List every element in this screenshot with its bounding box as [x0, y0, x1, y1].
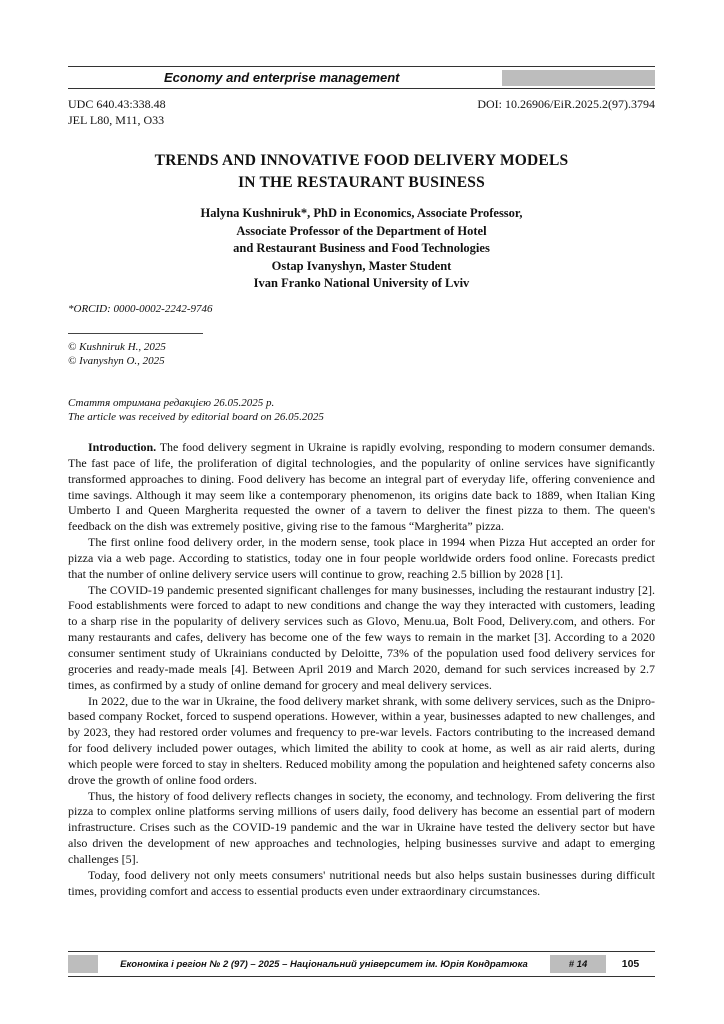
orcid: *ORCID: 0000-0002-2242-9746	[68, 303, 213, 315]
jel-code: JEL L80, M11, O33	[68, 113, 165, 127]
header-gray-block	[502, 70, 655, 86]
document-page	[68, 0, 655, 1024]
article-title	[68, 150, 655, 194]
author-line: Ostap Ivanyshyn, Master Student	[271, 258, 452, 273]
author-affiliation: Ivan Franko National University of Lviv	[253, 276, 470, 290]
paragraph: In 2022, due to the war in Ukraine, the food delivery market shrank, with some delivery services, such as the Dnipro-based company Rocket, forced to suspend operations. However, within a year, businesses adapted to new challenges, and by 2023, they had restored order volumes and frequency to pre-war levels. Factors contributing to the increased demand for food delivery included power outages, which limited the ability to cook at home, as well as air raid alerts, during which people were forced to stay in shelters. Reduced mobility among the population and heightened safety concerns also drove the growth of online food orders.	[68, 693, 655, 787]
intro-label: Introduction.	[88, 440, 157, 454]
paragraph: Thus, the history of food delivery reflects changes in society, the economy, and technology. From delivering the first pizza to complex online platforms serving millions of users daily, food delivery has become an essential part of modern infrastructure. Crises such as the COVID-19 pandemic and the war in Ukraine have tested the delivery sector but have also driven the development of new approaches and technologies, helping businesses survive and adapt to emerging challenges [5].	[68, 788, 655, 866]
udc-code: UDC 640.43:338.48	[68, 97, 166, 111]
copyright-block	[68, 340, 166, 368]
footer-gray-block	[68, 955, 98, 973]
copyright-line: © Ivanyshyn O., 2025	[68, 355, 165, 367]
header-rule-bottom	[68, 88, 655, 89]
paragraph: Today, food delivery not only meets consumers' nutritional needs but also helps sustain businesses during difficult times, providing comfort and access to essential products even under extraordinary circumstances.	[68, 867, 655, 898]
footer-issue: # 14	[550, 955, 606, 973]
author-line: and Restaurant Business and Food Technologies	[233, 241, 490, 255]
article-title-line-2: IN THE RESTAURANT BUSINESS	[238, 174, 485, 191]
footer-journal: Економіка і регіон № 2 (97) – 2025 – Національний університет ім. Юрія Кондратюка	[98, 955, 550, 973]
classification-codes	[68, 96, 166, 128]
authors-block	[68, 205, 655, 293]
footer-rule-top	[68, 951, 655, 952]
author-line: Associate Professor of the Department of Hotel	[236, 223, 487, 238]
copyright-line: © Kushniruk H., 2025	[68, 341, 166, 353]
received-note-en: The article was received by editorial board on 26.05.2025	[68, 411, 324, 423]
header-rule-top	[68, 66, 655, 67]
footnote-separator	[68, 333, 203, 334]
paragraph: Introduction. The food delivery segment in Ukraine is rapidly evolving, responding to modern consumer demands. The fast pace of life, the proliferation of digital technologies, and the popularity of online services have significantly transformed approaches to dining. Food delivery has become an integral part of everyday life, offering convenience and time savings. Although it may seem like a contemporary phenomenon, its origins date back to 1889, when Italian King Umberto I and Queen Margherita requested the owner of a tavern to deliver the finest pizza to them. The queen's feedback on the dish was extremely positive, giving rise to the famous “Margherita” pizza.	[68, 440, 655, 534]
article-title-line-1: TRENDS AND INNOVATIVE FOOD DELIVERY MODELS	[154, 152, 569, 169]
paragraph: The COVID-19 pandemic presented significant challenges for many businesses, including the restaurant industry [2]. Food establishments were forced to adapt to new conditions and change the way they interacted with customers, leading to a sharp rise in the popularity of delivery services such as Glovo, Menu.ua, Bolt Food, Delivery.com, and others. For many restaurants and cafes, delivery has become one of the few ways to remain in the market [3]. According to a 2020 consumer sentiment study of Ukrainians conducted by Deloitte, 73% of the population used food delivery services for groceries and ready-made meals [4]. Between April 2019 and March 2020, demand for such services increased by 2.7 times, as confirmed by a study of online demand for grocery and meal delivery services.	[68, 582, 655, 692]
section-title: Economy and enterprise management	[164, 70, 400, 85]
page-number: 105	[606, 955, 655, 973]
paragraph: The first online food delivery order, in the modern sense, took place in 1994 when Pizza Hut accepted an order for pizza via a web page. According to statistics, today one in four people worldwide orders food online. Forecasts predict that the number of online delivery service users will continue to grow, reaching 2.5 billion by 2028 [1].	[68, 535, 655, 581]
footer-rule-bottom	[68, 976, 655, 977]
article-body	[68, 440, 655, 899]
received-note	[68, 396, 324, 424]
footer-band	[68, 955, 655, 973]
doi: DOI: 10.26906/EiR.2025.2(97).3794	[477, 97, 655, 111]
author-line: Halyna Kushniruk*, PhD in Economics, Associate Professor,	[200, 206, 523, 220]
received-note-uk: Стаття отримана редакцією 26.05.2025 р.	[68, 397, 275, 409]
